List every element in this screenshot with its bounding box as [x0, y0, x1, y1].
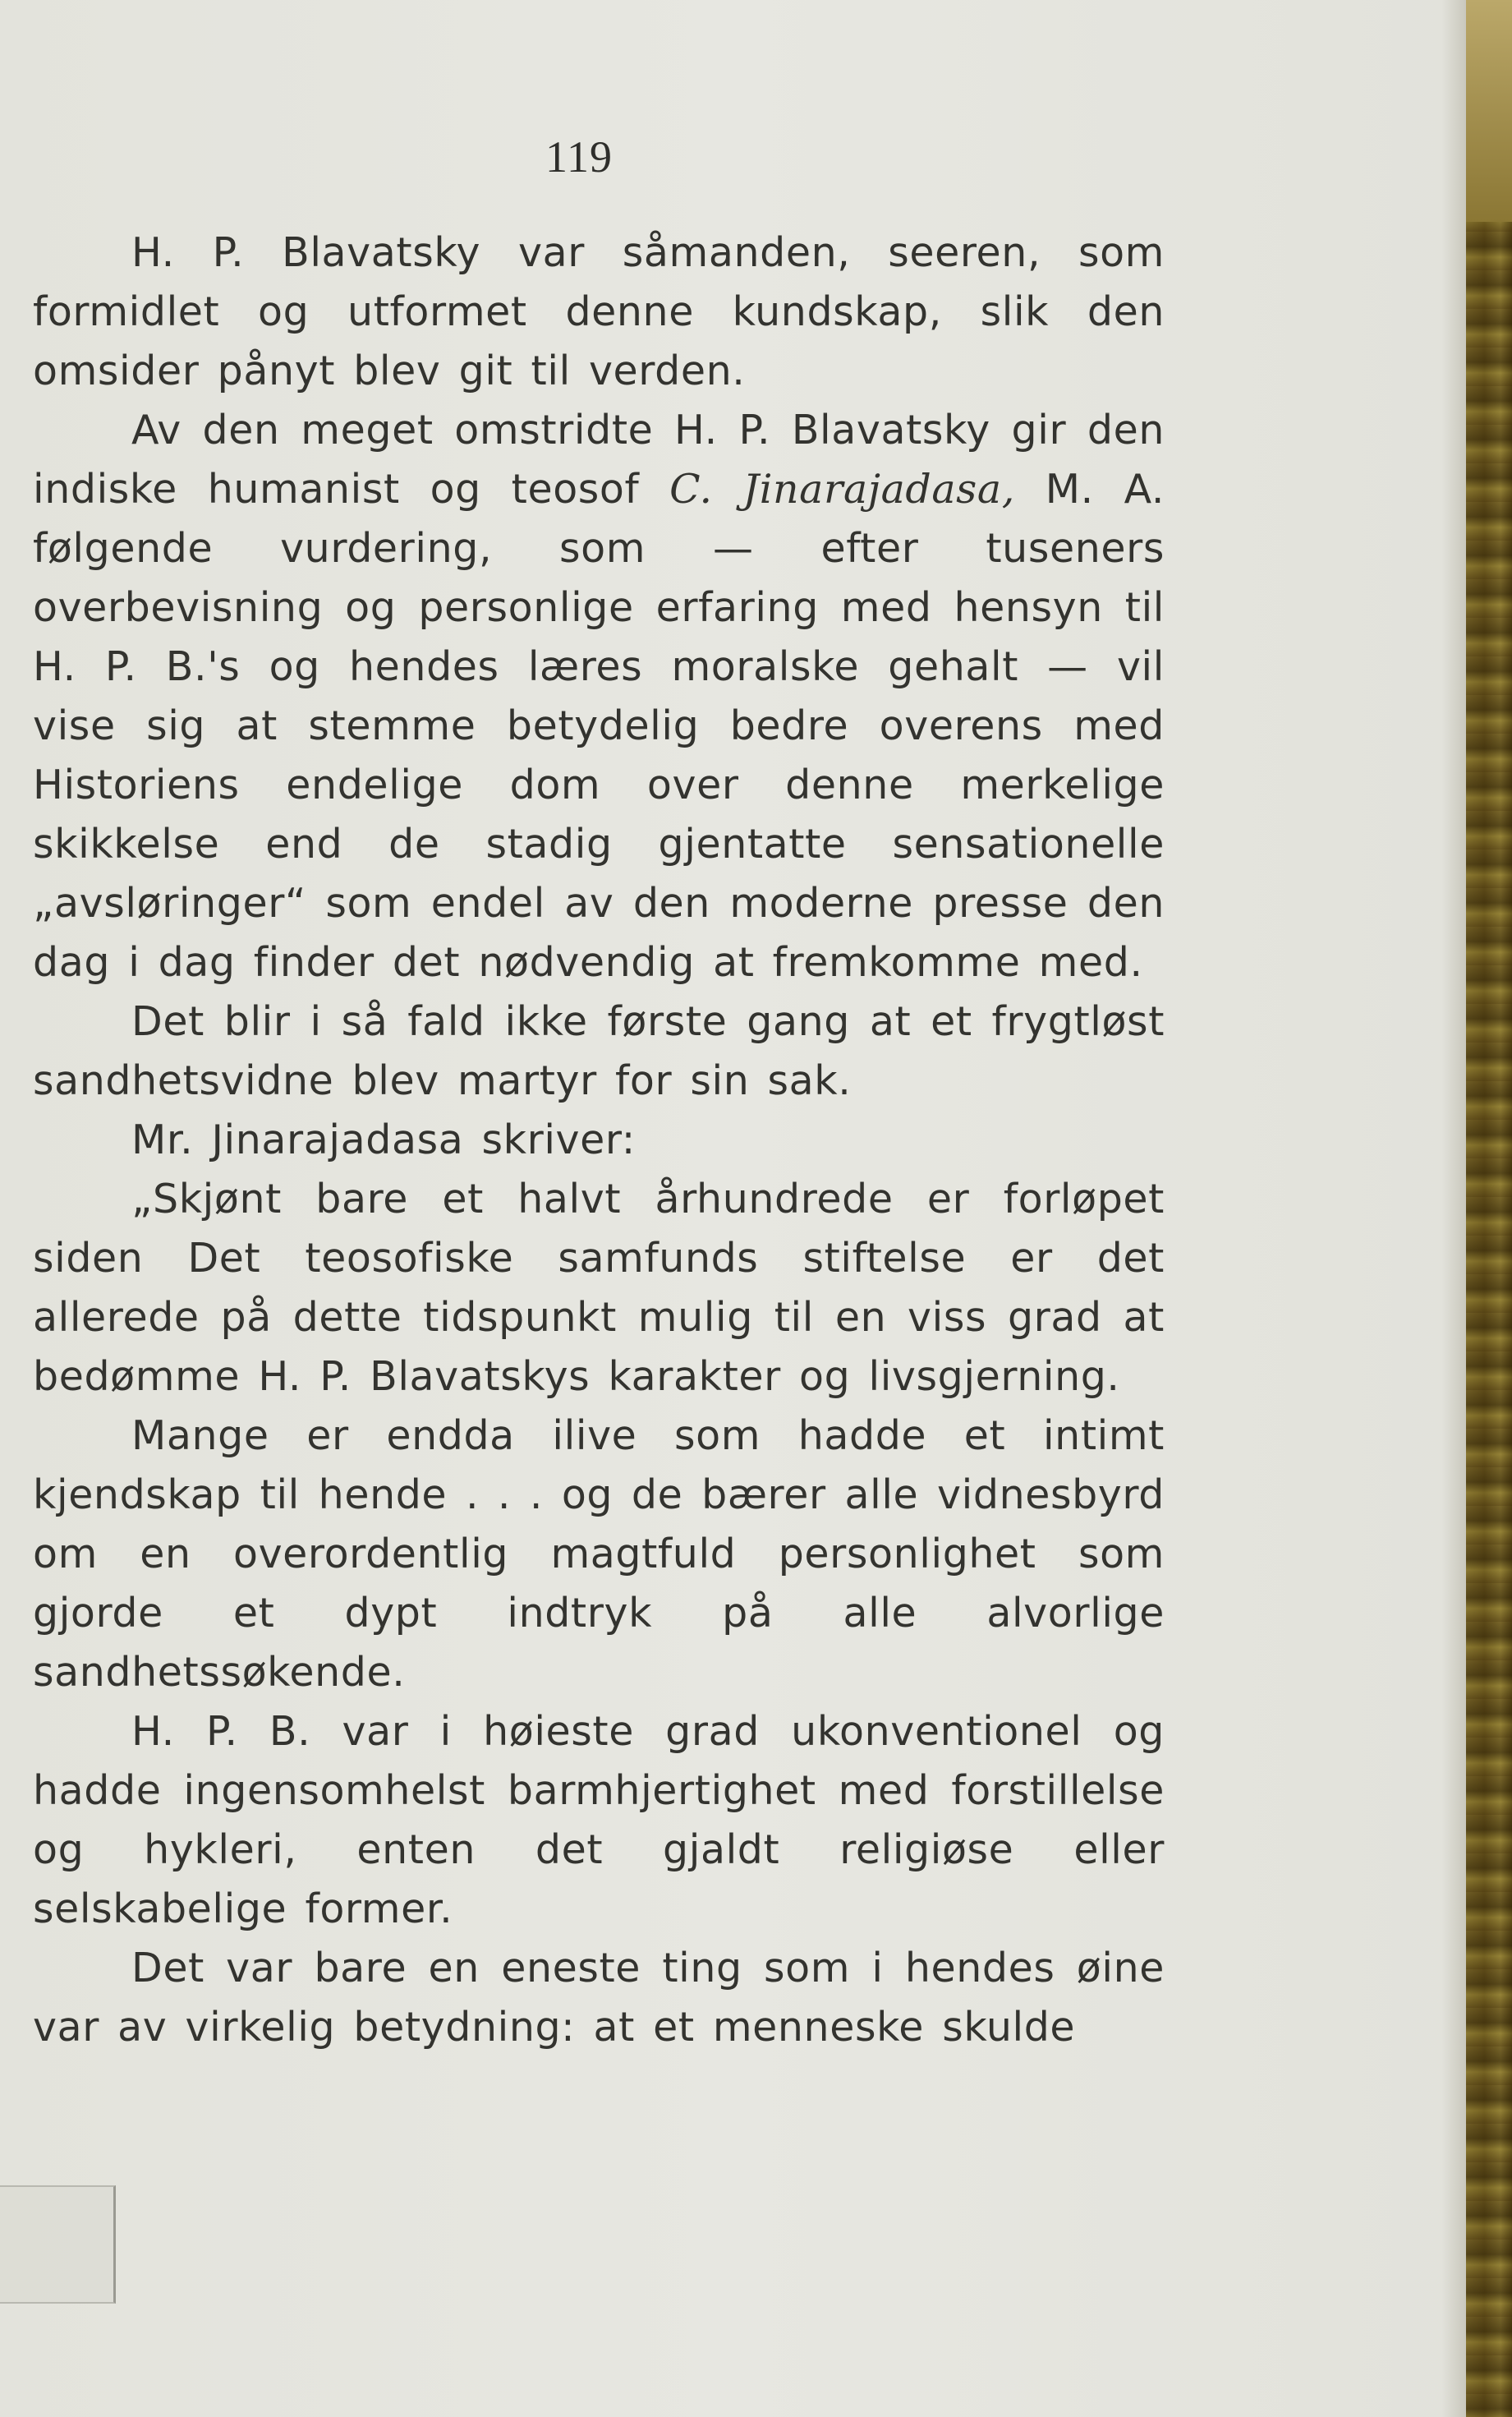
paragraph: [33, 1111, 1165, 1170]
author-name-italic: C. Jinarajadasa,: [669, 466, 1015, 513]
paragraph-text: Av den meget omstridte H. P. Blavatsky gir den indiske humanist og teosof: [33, 407, 1165, 513]
paragraph-text: Det blir i så fald ikke første gang at et frygtløst sandhetsvidne blev martyr for sin sak.: [33, 998, 1165, 1104]
paragraph-text: Mr. Jinarajadasa skriver:: [131, 1116, 636, 1163]
paragraph-text: „Skjønt bare et halvt århundrede er forløpet siden Det teosofiske samfunds stiftelse er det allerede på dette tidspunkt mulig til en viss grad at bedømme H. P. Blavatskys karakter og livsgjerning.: [33, 1176, 1165, 1400]
paragraph-text: M. A. følgende vurdering, som — efter tuseners overbevisning og personlige erfaring med hensyn til H. P. B.'s og hendes læres moralske gehalt — vil vise sig at stemme betydelig bedre overens med Historiens endelige dom over denne merkelige skikkelse end de stadig gjentatte sensationelle „avsløringer“ som endel av den moderne presse den dag i dag finder det nødvendig at fremkomme med.: [33, 466, 1165, 986]
paragraph: [33, 992, 1165, 1111]
paragraph-text: H. P. B. var i høieste grad ukonventionel og hadde ingensomhelst barmhjertighet med forstillelse og hykleri, enten det gjaldt religiøse eller selskabelige former.: [33, 1708, 1165, 1932]
quote-paragraph: [33, 1702, 1165, 1939]
book-cover-edge: [1466, 0, 1512, 2417]
page-number: 119: [545, 132, 613, 182]
paragraph-text: Det var bare en eneste ting som i hendes øine var av virkelig betydning: at et menneske skulde: [33, 1945, 1165, 2051]
paragraph-text: Mange er endda ilive som hadde et intimt kjendskap til hende . . . og de bærer alle vidnesbyrd om en overordentlig magtfuld personlighet som gjorde et dypt indtryk på alle alvorlige sandhetssøkende.: [33, 1412, 1165, 1696]
quote-paragraph: [33, 1170, 1165, 1406]
page-corner-mark: [0, 2185, 116, 2304]
paragraph: [33, 223, 1165, 401]
paragraph-text: H. P. Blavatsky var såmanden, seeren, som formidlet og utformet denne kundskap, slik den omsider pånyt blev git til verden.: [33, 229, 1165, 394]
page-gutter-shadow: [1441, 0, 1468, 2417]
body-text: [33, 223, 1165, 2057]
book-cover-edge-top: [1466, 0, 1512, 222]
quote-paragraph: [33, 1406, 1165, 1702]
paragraph: [33, 401, 1165, 992]
quote-paragraph: [33, 1939, 1165, 2057]
